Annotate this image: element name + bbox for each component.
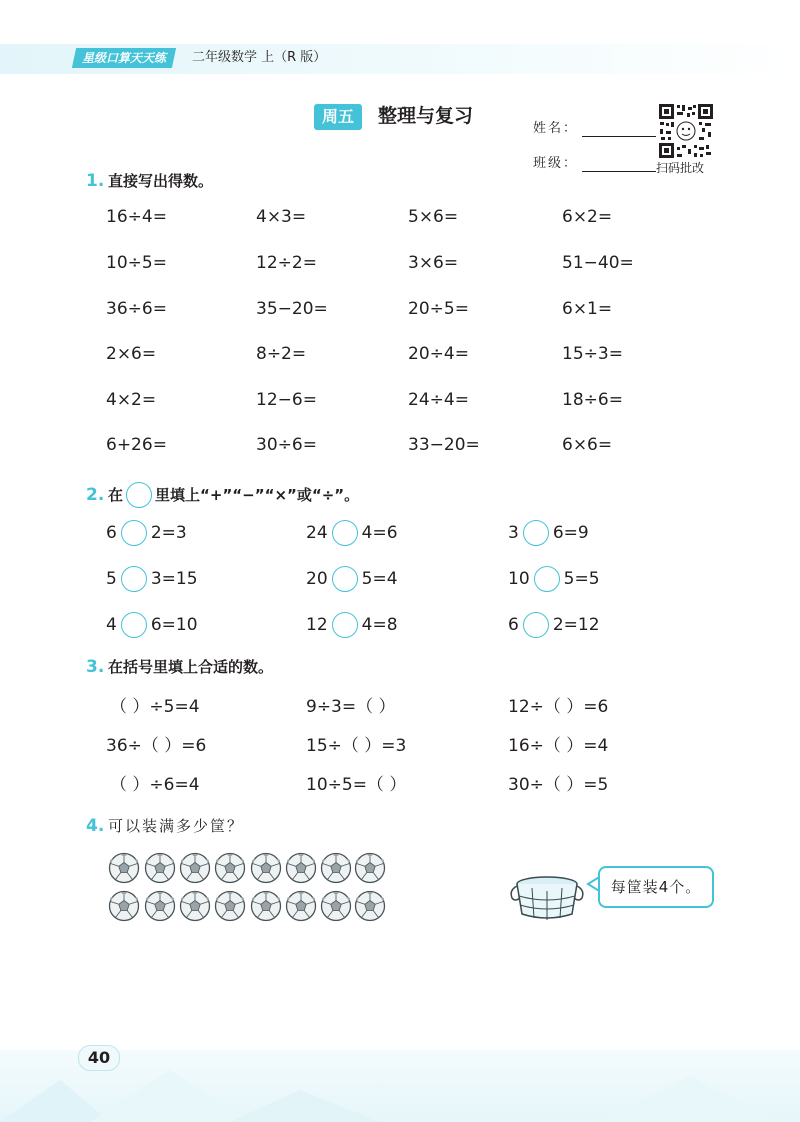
operator-circle[interactable]	[332, 612, 358, 638]
section-2-title	[108, 482, 359, 508]
problem: 30÷6=	[256, 435, 317, 455]
scan-caption: 扫码批改	[656, 161, 705, 175]
problem: 6×1=	[562, 299, 613, 319]
problem: 3×6=	[408, 253, 459, 273]
operator-circle[interactable]	[332, 520, 358, 546]
problem: 15÷3=	[562, 344, 623, 364]
operator-problem: 24 4=6	[306, 520, 398, 546]
bracket-problem[interactable]: 12÷（ ）=6	[508, 697, 609, 717]
problem: 10÷5=	[106, 253, 167, 273]
bracket-problem[interactable]: 10÷5=（ ）	[306, 775, 407, 795]
problem: 20÷4=	[408, 344, 469, 364]
page-number: 40	[78, 1045, 120, 1071]
operator-circle-sample	[126, 482, 152, 508]
problem: 4×3=	[256, 207, 307, 227]
problem: 6×6=	[562, 435, 613, 455]
bracket-problem[interactable]: 16÷（ ）=4	[508, 736, 609, 756]
name-blank[interactable]	[582, 136, 656, 137]
operator-problem: 5 3=15	[106, 566, 198, 592]
class-label: 班级：	[533, 156, 579, 171]
bracket-problem[interactable]: （ ）÷6=4	[110, 775, 200, 795]
page-title: 整理与复习	[378, 105, 474, 127]
footer-mountains	[0, 1040, 800, 1122]
ball-row-2	[110, 892, 385, 921]
bracket-problem[interactable]: 30÷（ ）=5	[508, 775, 609, 795]
operator-circle[interactable]	[332, 566, 358, 592]
problem: 4×2=	[106, 390, 157, 410]
basket-icon	[508, 872, 586, 924]
problem: 33−20=	[408, 435, 480, 455]
bracket-problem[interactable]: 36÷（ ）=6	[106, 736, 207, 756]
operator-problem: 4 6=10	[106, 612, 198, 638]
operator-problem: 6 2=12	[508, 612, 600, 638]
soccer-balls	[104, 850, 394, 926]
section-3-number: 3.	[86, 657, 105, 677]
series-label: 星级口算天天练	[72, 48, 176, 68]
section-1-title: 直接写出得数。	[108, 172, 214, 190]
operator-circle[interactable]	[523, 612, 549, 638]
day-badge: 周五	[314, 104, 362, 130]
section-2-title-prefix: 在	[108, 486, 124, 504]
problem: 6×2=	[562, 207, 613, 227]
problem: 12−6=	[256, 390, 317, 410]
section-4-number: 4.	[86, 816, 105, 836]
section-3-title: 在括号里填上合适的数。	[108, 658, 274, 676]
operator-problem: 12 4=8	[306, 612, 398, 638]
operator-circle[interactable]	[523, 520, 549, 546]
problem: 16÷4=	[106, 207, 167, 227]
operator-circle[interactable]	[121, 612, 147, 638]
section-4-title: 可以装满多少筐？	[108, 817, 245, 835]
operator-problem: 3 6=9	[508, 520, 589, 546]
problem: 8÷2=	[256, 344, 307, 364]
operator-problem: 10 5=5	[508, 566, 600, 592]
problem: 12÷2=	[256, 253, 317, 273]
problem: 18÷6=	[562, 390, 623, 410]
operator-problem: 6 2=3	[106, 520, 187, 546]
problem: 36÷6=	[106, 299, 167, 319]
operator-problem: 20 5=4	[306, 566, 398, 592]
section-2-title-suffix: 里填上“+”“−”“×”或“÷”。	[155, 486, 360, 504]
operator-circle[interactable]	[121, 566, 147, 592]
name-label: 姓名：	[533, 121, 579, 136]
problem: 6+26=	[106, 435, 167, 455]
problem: 35−20=	[256, 299, 328, 319]
speech-bubble: 每筐装4个。	[598, 866, 714, 908]
problem: 2×6=	[106, 344, 157, 364]
class-blank[interactable]	[582, 171, 656, 172]
problem: 24÷4=	[408, 390, 469, 410]
book-subtitle: 二年级数学 上（R 版）	[192, 50, 327, 65]
section-2-number: 2.	[86, 485, 105, 505]
qr-code[interactable]	[658, 103, 714, 159]
section-1-number: 1.	[86, 171, 105, 191]
problem: 20÷5=	[408, 299, 469, 319]
problem: 5×6=	[408, 207, 459, 227]
bracket-problem[interactable]: （ ）÷5=4	[110, 697, 200, 717]
bracket-problem[interactable]: 15÷（ ）=3	[306, 736, 407, 756]
bracket-problem[interactable]: 9÷3=（ ）	[306, 697, 396, 717]
ball-row-1	[110, 854, 385, 883]
operator-circle[interactable]	[121, 520, 147, 546]
problem: 51−40=	[562, 253, 634, 273]
operator-circle[interactable]	[534, 566, 560, 592]
